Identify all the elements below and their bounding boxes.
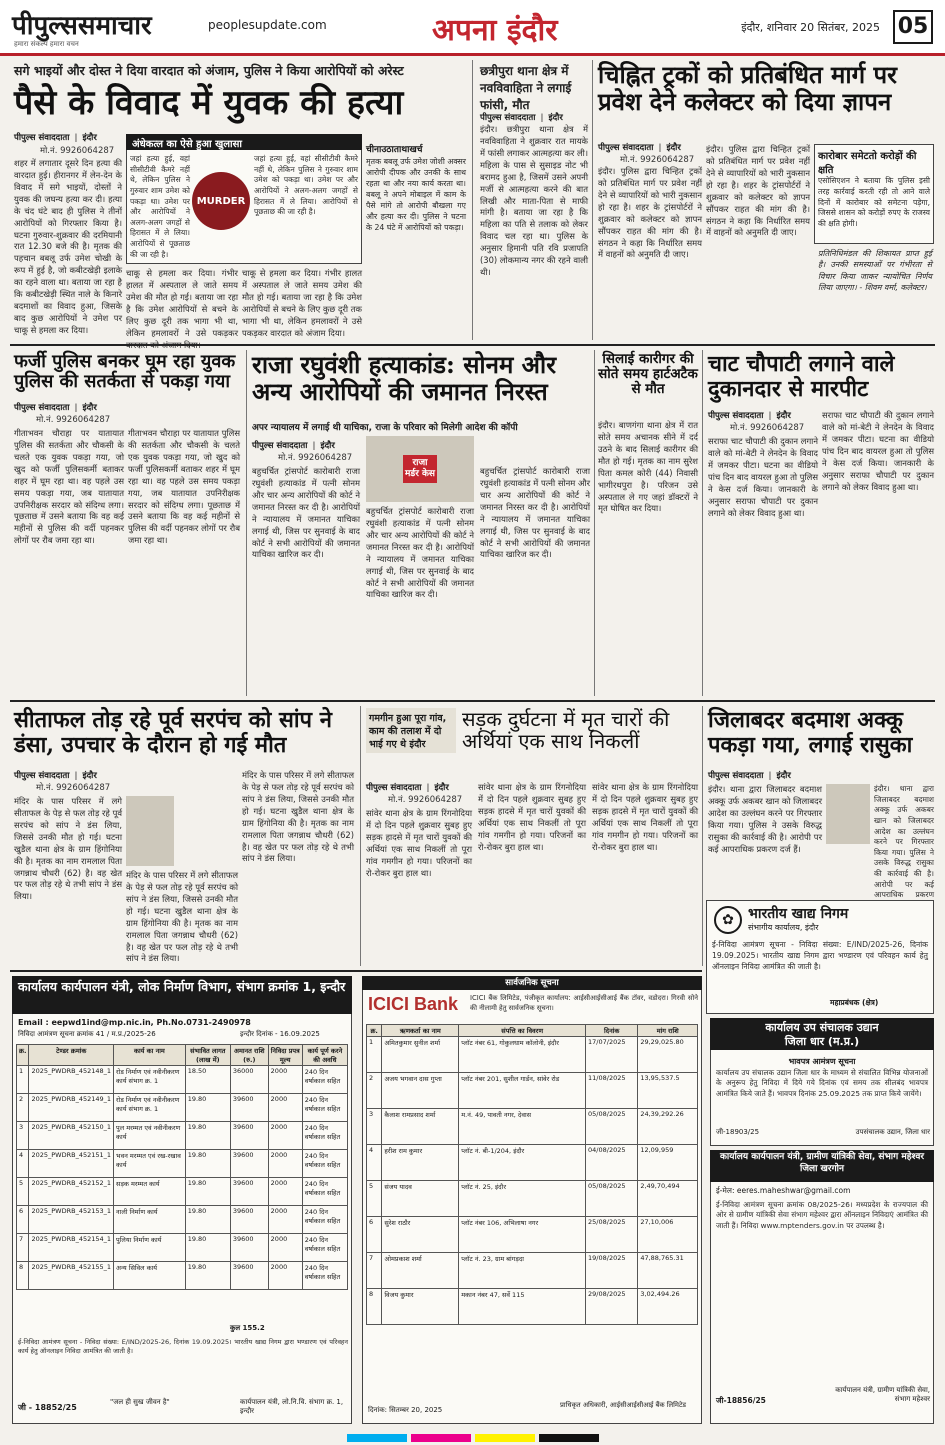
table-cell: सुरेश राठौर <box>382 1217 459 1253</box>
story9-body-col3: सांवेर थाना क्षेत्र के ग्राम रिंगनोदिया में दो दिन पहले शुक्रवार सुबह हुए सड़क हादसे में मृत चारों युवकों की अर्थियां एक साथ निकलीं तो पूरा गांव गमगीन हो गया। परिजनों का रो-रोकर बुरा हाल था। <box>592 782 698 852</box>
fci-logo-icon: ✿ <box>714 906 742 934</box>
table-cell: 6 <box>17 1206 29 1234</box>
icici-footer-right: प्राधिकृत अधिकारी, आईसीआईसीआई बैंक लिमिटेड <box>560 1401 687 1409</box>
table-header: क्र. <box>367 1025 382 1037</box>
udyan-notice-title: भावपत्र आमंत्रण सूचना <box>788 1057 856 1066</box>
table-cell: 4 <box>367 1145 382 1181</box>
story7-body-col1: सराफा चाट चौपाटी की दुकान लगाने वाले को मां-बेटी ने लेनदेन के विवाद में जमकर पीटा। घटना का वीडियो पांच दिन बाद वायरल हुआ तो पुलिस ने केस दर्ज किया। जानकारी के अनुसार सराफा चौपाटी पर दुकान लगाने को लेकर विवाद हुआ था। <box>708 436 818 518</box>
story8-byline: पीपुल्स संवाददाता ❘ इंदौर <box>14 771 97 781</box>
udyan-title: कार्यालय उप संचालक उद्यान <box>710 1018 934 1050</box>
story10-body-col1: इंदौर। थाना द्वारा जिलाबदर बदमाश अक्कू उर्फ अकबर खान को जिलाबदर आदेश का उल्लंघन करने पर गिरफ्तार किया गया। पुलिस ने उसके विरुद्ध रासुका की कार्रवाई की है। आरोपी पर कई आपराधिक प्रकरण दर्ज हैं। <box>708 784 822 854</box>
case-label: राजा मर्डर केस <box>403 455 437 483</box>
page-number: 05 <box>893 10 933 44</box>
table-row <box>367 1289 698 1325</box>
table-cell: 19.80 <box>185 1206 230 1234</box>
table-cell: 19.80 <box>185 1178 230 1206</box>
table-cell: पुल मरम्मत एवं नवीनीकरण कार्य <box>114 1122 186 1150</box>
table-cell: 25/08/2025 <box>586 1217 638 1253</box>
table-cell: 8 <box>367 1289 382 1325</box>
table-cell: रोड निर्माण एवं नवीनीकरण कार्य संभाग क्र. 1 <box>114 1066 186 1094</box>
story10-body-col2: इंदौर। थाना द्वारा जिलाबदर बदमाश अक्कू उर्फ अकबर खान को जिलाबदर आदेश का उल्लंघन करने पर गिरफ्तार किया गया। पुलिस ने उसके विरुद्ध रासुका की कार्रवाई की है। आरोपी पर कई आपराधिक प्रकरण <box>874 784 934 900</box>
table-cell: 2025_PWDRB_452154_1 <box>29 1234 114 1262</box>
table-cell: 39600 <box>230 1262 268 1290</box>
story1-mobile: मो.नं. 9926064287 <box>40 146 115 156</box>
icici-footer-left: दिनांक: सितम्बर 20, 2025 <box>368 1406 443 1414</box>
column-divider <box>472 60 473 340</box>
udyan-body: कार्यालय उप संचालक उद्यान जिला धार के माध्यम से संचालित विभिन्न योजनाओं के अनुरूप हेतु निविदा में दिये गये दिनांक एवं समय तक सीलबंद भावपत्र आमंत्रित किये जाते हैं। भावपत्र दिनांक 25.09.2025 तक प्राप्त किये जायेंगे। <box>716 1068 928 1098</box>
magenta-swatch <box>411 1434 471 1442</box>
story1-col4: चाकू से हमला कर दिया। गंभीर हालत में अस्पताल ले जाते समय उमेश की मौत हो गई। बताया जा रहा है कि उमेश आरोपियों से बचने के लिए कुछ दूरी तक भागा भी था, लेकिन हमलावरों ने उसे पकड़कर वारदात को अंजाम दिया। <box>242 268 362 338</box>
table-row <box>17 1234 348 1262</box>
fci-subtitle: संभागीय कार्यालय, इंदौर <box>748 923 819 932</box>
table-cell: संजय यादव <box>382 1181 459 1217</box>
table-header: निविदा प्रपत्र मूल्य <box>268 1045 302 1066</box>
column-divider <box>360 706 361 966</box>
table-cell: 19.80 <box>185 1262 230 1290</box>
table-cell: 1 <box>17 1066 29 1094</box>
story3-mobile: मो.नं. 9926064287 <box>620 155 695 165</box>
table-cell: 3 <box>367 1109 382 1145</box>
story1-byline: पीपुल्स संवाददाता ❘ इंदौर <box>14 133 97 143</box>
story3-body-col1: इंदौर। पुलिस द्वारा चिन्हित ट्रकों को प्रतिबंधित मार्ग पर प्रवेश नहीं देने से व्यापारियों को भारी नुकसान हो रहा है। शहर के ट्रांसपोर्टरों ने शुक्रवार को कलेक्टर को ज्ञापन सौंपकर राहत की मांग की है। संगठन ने कहा कि निर्धारित समय में वाहनों को अनुमति दी जाए। <box>598 166 702 260</box>
accused-photo <box>826 784 870 844</box>
table-cell: 2025_PWDRB_452153_1 <box>29 1206 114 1234</box>
column-divider <box>246 350 247 696</box>
story3-body-col2: इंदौर। पुलिस द्वारा चिन्हित ट्रकों को प्रतिबंधित मार्ग पर प्रवेश नहीं देने से व्यापारियों को भारी नुकसान हो रहा है। शहर के ट्रांसपोर्टरों ने शुक्रवार को कलेक्टर को ज्ञापन सौंपकर राहत की मांग की है। संगठन ने कहा कि निर्धारित समय में वाहनों को अनुमति दी जाए। <box>706 144 810 238</box>
table-cell: 05/08/2025 <box>586 1181 638 1217</box>
story3-side-title: कारोबार समेटतो करोड़ों की क्षति <box>818 151 917 176</box>
story3-headline: चिह्नित ट्रकों को प्रतिबंधित मार्ग पर प्रवेश देने कलेक्टर को दिया ज्ञापन <box>598 60 897 116</box>
table-cell: 2025_PWDRB_452151_1 <box>29 1150 114 1178</box>
udyan-subtitle: जिला धार (म.प्र.) <box>784 1035 860 1048</box>
section-rule <box>10 970 702 972</box>
story5-body-col1: बहुचर्चित ट्रांसपोर्ट कारोबारी राजा रघुवंशी हत्याकांड में पत्नी सोनम और चार अन्य आरोपियों की कोर्ट ने जमानत निरस्त कर दी है। आरोपियों ने न्यायालय में जमानत याचिका लगाई थी, जिस पर सुनवाई के बाद कोर्ट ने सभी आरोपियों की जमानत याचिका खारिज कर दी। <box>252 466 360 560</box>
table-row <box>17 1262 348 1290</box>
table-cell: 2000 <box>268 1178 302 1206</box>
table-row <box>367 1145 698 1181</box>
story5-kicker: अपर न्यायालय में लगाई थी याचिका, राजा के परिवार को मिलेगी आदेश की कॉपी <box>252 423 518 433</box>
accused-photo <box>366 436 474 502</box>
pwd-notes: ई-निविदा आमंत्रण सूचना - निविदा संख्या: E/IND/2025-26, दिनांक 19.09.2025। भारतीय खाद्य निगम द्वारा भण्डारण एवं परिवहन कार्य हेतु ऑनलाइन निविदा आमंत्रित की जाती है। <box>18 1338 348 1356</box>
table-cell: 3 <box>17 1122 29 1150</box>
pwd-footer-mid: "जल ही सुख जीवन है" <box>110 1398 170 1406</box>
rural-body: ई-निविदा आमंत्रण सूचना क्रमांक 08/2025-26। मध्यप्रदेश के राज्यपाल की ओर से ग्रामीण यांत्रिकी सेवा संभाग महेश्वर द्वारा ऑनलाइन निविदाएं आमंत्रित की जाती हैं। निविदा www.mptenders.gov.in पर उपलब्ध है। <box>716 1200 928 1230</box>
logo-tagline: हमारा संकल्प हमारा वचन <box>14 40 79 48</box>
story7-body-col2: सराफा चाट चौपाटी की दुकान लगाने वाले को मां-बेटी ने लेनदेन के विवाद में जमकर पीटा। घटना का वीडियो पांच दिन बाद वायरल हुआ तो पुलिस ने केस दर्ज किया। जानकारी के अनुसार सराफा चौपाटी पर दुकान लगाने को लेकर विवाद हुआ था। <box>822 410 934 492</box>
table-cell: प्लॉट नंबर 106, अभिलाषा नगर <box>459 1217 586 1253</box>
story10-byline: पीपुल्स संवाददाता ❘ इंदौर <box>708 771 791 781</box>
story4-headline: फर्जी पुलिस बनकर घूम रहा युवक पुलिस की सतर्कता से पकड़ा गया <box>14 351 236 393</box>
story2-headline: छत्रीपुरा थाना क्षेत्र में नवविवाहिता ने लगाई फांसी, मौत <box>480 64 572 112</box>
story9-kicker: गमगीन हुआ पूरा गांव, काम की तलाश में दो भाई गए थे इंदौर <box>366 708 456 753</box>
black-swatch <box>539 1434 599 1442</box>
section-title: अपना इंदौर <box>432 13 558 48</box>
table-cell: 39600 <box>230 1150 268 1178</box>
rural-title: कार्यालय कार्यपालन यंत्री, ग्रामीण यांत्रिकी सेवा, संभाग महेश्वर जिला खरगोन <box>710 1150 934 1182</box>
table-cell: नाली निर्माण कार्य <box>114 1206 186 1234</box>
story1-col3: चाकू से हमला कर दिया। गंभीर हालत में अस्पताल ले जाते समय उमेश की मौत हो गई। बताया जा रहा है कि उमेश आरोपियों से बचने के लिए कुछ दूरी तक भागा भी था, लेकिन हमलावरों ने उसे पकड़कर <box>126 268 238 338</box>
story5-byline: पीपुल्स संवाददाता ❘ इंदौर <box>252 441 335 451</box>
table-cell: 2000 <box>268 1150 302 1178</box>
table-cell: 2000 <box>268 1234 302 1262</box>
pwd-title: कार्यालय कार्यपालन यंत्री, लोक निर्माण विभाग, संभाग क्रमांक 1, इन्दौर <box>12 976 352 1014</box>
table-row <box>17 1122 348 1150</box>
table-header: कार्य का नाम <box>114 1045 186 1066</box>
table-cell: कैलाश रामप्रसाद शर्मा <box>382 1109 459 1145</box>
pwd-email: Email : eepwd1ind@mp.nic.in, Ph.No.0731-2490978 <box>18 1018 251 1027</box>
story9-body-col2: सांवेर थाना क्षेत्र के ग्राम रिंगनोदिया में दो दिन पहले शुक्रवार सुबह हुए सड़क हादसे में मृत चारों युवकों की अर्थियां एक साथ निकलीं तो पूरा गांव गमगीन हो गया। परिजनों का रो-रोकर बुरा हाल था। <box>478 782 586 852</box>
story7-mobile: मो.नं. 9926064287 <box>730 423 805 433</box>
dateline: इंदौर, शनिवार 20 सितंबर, 2025 <box>741 21 880 34</box>
fci-sign: महाप्रबंधक (क्षेत्र) <box>830 998 879 1007</box>
story4-body-col2: गीताभवन चौराहा पर यातायात पुलिस की सतर्कता और चौकसी के चलते एक युवक पकड़ा गया, जो खुद को फर्जी पुलिसकर्मी बताकर शहर में घूम रहा था। वह पहले उस समय पकड़ा गया, जब यातायात उपनिरीक्षक सरदार को संदिग्ध लगा। पूछताछ में उसने बताया कि वह कई महीनों से पुलिस की वर्दी पहनकर लोगों पर रौब जमा रहा था। <box>128 428 240 546</box>
table-cell: 36000 <box>230 1066 268 1094</box>
story6-headline: सिलाई कारीगर की सोते समय हार्टअटैक से मौत <box>598 351 698 398</box>
pwd-table <box>16 1044 348 1290</box>
table-row <box>367 1037 698 1073</box>
table-cell: 39600 <box>230 1122 268 1150</box>
table-cell: 19/08/2025 <box>586 1253 638 1289</box>
table-cell: 8 <box>17 1262 29 1290</box>
table-header: टेण्डर क्रमांक <box>29 1045 114 1066</box>
story2-body: इंदौर। छत्रीपुरा थाना क्षेत्र में नवविवाहिता ने शुक्रवार रात मायके में फांसी लगाकर आत्महत्या कर ली। महिला के पास से सुसाइड नोट भी बरामद हुआ है, जिसमें उसने अपनी मर्जी से आत्महत्या करने की बात लिखी और माता-पिता से माफी मांगी है। बताया जा रहा है कि महिला का पति से तलाक को लेकर विवाद चल रहा था। पुलिस के अनुसार हिमानी पति रवि प्रजापति (30) लोकमान्य नगर की रहने वाली थी। <box>480 124 588 278</box>
table-header: मांग राशि <box>638 1025 698 1037</box>
section-rule <box>10 344 935 346</box>
table-cell: 12,09,959 <box>638 1145 698 1181</box>
table-cell: भवन मरम्मत एवं रख-रखाव कार्य <box>114 1150 186 1178</box>
table-row <box>367 1073 698 1109</box>
story9-body-col1: सांवेर थाना क्षेत्र के ग्राम रिंगनोदिया में दो दिन पहले शुक्रवार सुबह हुए सड़क हादसे में मृत चारों युवकों की अर्थियां एक साथ निकलीं तो पूरा गांव गमगीन हो गया। परिजनों का रो-रोकर बुरा हाल था। <box>366 808 472 878</box>
table-cell: 2025_PWDRB_452152_1 <box>29 1178 114 1206</box>
table-cell: रोड निर्माण एवं नवीनीकरण कार्य संभाग क्र. 1 <box>114 1094 186 1122</box>
table-cell: अमितकुमार सुनील शर्मा <box>382 1037 459 1073</box>
story4-mobile: मो.नं. 9926064287 <box>36 415 111 425</box>
table-cell: 11/08/2025 <box>586 1073 638 1109</box>
table-row <box>367 1217 698 1253</box>
table-cell: ओमप्रकाश शर्मा <box>382 1253 459 1289</box>
table-cell: 39600 <box>230 1178 268 1206</box>
icici-title: सार्वजनिक सूचना <box>362 976 702 990</box>
table-cell: 2000 <box>268 1066 302 1094</box>
table-cell: 240 दिन वर्षाकाल सहित <box>302 1262 347 1290</box>
table-cell: 27,10,006 <box>638 1217 698 1253</box>
table-cell: सड़क मरम्मत कार्य <box>114 1178 186 1206</box>
table-cell: 19.80 <box>185 1122 230 1150</box>
table-cell: 2000 <box>268 1206 302 1234</box>
table-cell: 240 दिन वर्षाकाल सहित <box>302 1234 347 1262</box>
pwd-footer-left: जी - 18852/25 <box>18 1403 77 1412</box>
section-rule <box>10 700 935 702</box>
table-cell: प्लॉट नंबर 201, सुशील गार्डन, सांवेर रोड <box>459 1073 586 1109</box>
story4-byline: पीपुल्स संवाददाता ❘ इंदौर <box>14 403 97 413</box>
story1-col-heading: चीनाउठाताथाखर्च <box>366 145 423 155</box>
table-cell: 240 दिन वर्षाकाल सहित <box>302 1150 347 1178</box>
icici-logo: ICICI Bank <box>368 994 459 1014</box>
table-cell: 2000 <box>268 1094 302 1122</box>
table-cell: 2025_PWDRB_452149_1 <box>29 1094 114 1122</box>
table-cell: 5 <box>367 1181 382 1217</box>
table-cell: 39600 <box>230 1094 268 1122</box>
table-cell: 7 <box>17 1234 29 1262</box>
table-header: दिनांक <box>586 1025 638 1037</box>
table-row <box>367 1181 698 1217</box>
table-cell: मकान नंबर 47, सर्वे 115 <box>459 1289 586 1325</box>
table-cell: 240 दिन वर्षाकाल सहित <box>302 1178 347 1206</box>
table-row <box>17 1150 348 1178</box>
table-row <box>17 1094 348 1122</box>
story3-quote: प्रतिनिधिमंडल की शिकायत प्राप्त हुई है। उनकी समस्याओं पर गंभीरता से विचार किया जाकर न्यायोचित निर्णय लिया जाएगा। - शिवम वर्मा, कलेक्टर। <box>818 249 932 293</box>
table-cell: 47,88,765.31 <box>638 1253 698 1289</box>
table-cell: प्लॉट नंबर 61, गोकुलधाम कॉलोनी, इंदौर <box>459 1037 586 1073</box>
table-row <box>367 1109 698 1145</box>
murder-graphic: MURDER <box>192 172 250 230</box>
icici-intro: ICICI बैंक लिमिटेड, पंजीकृत कार्यालय: आईसीआईसीआई बैंक टॉवर, वडोदरा। गिरवी सोने की नीलामी हेतु सार्वजनिक सूचना। <box>470 994 698 1012</box>
story3-side-body: एसोसिएशन ने बताया कि पुलिस इसी तरह कार्रवाई करती रही तो आने वाले दिनों में कारोबार को समेटना पड़ेगा, जिससे शासन को करोड़ों रुपए के राजस्व की क्षति होगी। <box>818 176 930 229</box>
table-cell: 19.80 <box>185 1234 230 1262</box>
table-cell: 2025_PWDRB_452150_1 <box>29 1122 114 1150</box>
udyan-ref: जी-18903/25 <box>716 1128 760 1136</box>
table-cell: हरीश राम कुमार <box>382 1145 459 1181</box>
table-cell: प्लॉट नं. बी-1/204, इंदौर <box>459 1145 586 1181</box>
table-header: क्र. <box>17 1045 29 1066</box>
victim-photo <box>126 796 174 866</box>
website-link[interactable]: peoplesupdate.com <box>208 18 327 32</box>
story1-body: शहर में लगातार दूसरे दिन हत्या की वारदात हुई। हीरानगर में लेन-देन के विवाद में सगे भाइयों, दोस्तों ने युवक की जघन्य हत्या कर दी। हत्या के चंद घंटे बाद ही पुलिस ने तीनों आरोपियों को गिरफ्तार किया है। घटना गुरुवार-शुक्रवार की दरमियानी रात 12.30 बजे की है। मृतक की पहचान बबलू उर्फ उमेश चोखी के रूप में हुई है, जो कबीटखेड़ी इलाके का रहने वाला था। बताया जा रहा है कि कबीटखेड़ी स्थित नाले के किनारे बदमाशों का विवाद हुआ, जिसके बाद कुछ आरोपियों ने उमेश पर चाकू से हमला कर दिया। <box>14 158 122 335</box>
column-divider <box>592 60 593 340</box>
table-cell: 39600 <box>230 1206 268 1234</box>
pwd-footer-right: कार्यपालन यंत्री, लो.नि.वि. संभाग क्र. 1, इन्दौर <box>240 1398 344 1415</box>
table-cell: 3,02,494.26 <box>638 1289 698 1325</box>
table-cell: 2,49,70,494 <box>638 1181 698 1217</box>
table-cell: 13,95,537.5 <box>638 1073 698 1109</box>
table-cell: म.नं. 49, पावती नगर, देवास <box>459 1109 586 1145</box>
table-cell: 2000 <box>268 1122 302 1150</box>
story9-headline: सड़क दुर्घटना में मृत चारों की अर्थियां एक साथ निकलीं <box>462 707 670 754</box>
table-cell: 240 दिन वर्षाकाल सहित <box>302 1122 347 1150</box>
story8-mobile: मो.नं. 9926064287 <box>36 783 111 793</box>
table-header: संभावित लागत (लाख में) <box>185 1045 230 1066</box>
story1-box-title: अंधेकत्ल का ऐसे हुआ खुलासा <box>126 134 362 150</box>
story6-body: इंदौर। बाणगंगा थाना क्षेत्र में रात सोते समय अचानक सीने में दर्द उठने के बाद सिलाई कारीगर की मौत हो गई। मृतक का नाम सुरेश पिता कमल कोरी (44) निवासी भागीरथपुरा है। परिजन उसे अस्पताल ले गए जहां डॉक्टरों ने मृत घोषित कर दिया। <box>598 420 698 514</box>
table-cell: 39600 <box>230 1234 268 1262</box>
story7-headline: चाट चौपाटी लगाने वाले दुकानदार से मारपीट <box>708 351 895 402</box>
rural-email: ई-मेल: eeres.maheshwar@gmail.com <box>716 1186 851 1195</box>
table-cell: 18.50 <box>185 1066 230 1094</box>
table-cell: 2000 <box>268 1262 302 1290</box>
table-cell: विजय कुमार <box>382 1289 459 1325</box>
column-divider <box>594 350 595 696</box>
story1-col-body: मृतक बबलू उर्फ उमेश जोशी अक्सर आरोपी दीपक और उनकी के साथ रहता था और नया कार्य करता था। बबलू ने अपने मोबाइल में काम के पैसे मांगे तो आरोपी बौखला गए और हत्या कर दी। पुलिस ने घटना के 24 घंटे में आरोपियों को पकड़ा। <box>366 157 466 233</box>
story5-body-col2: बहुचर्चित ट्रांसपोर्ट कारोबारी राजा रघुवंशी हत्याकांड में पत्नी सोनम और चार अन्य आरोपियों की कोर्ट ने जमानत निरस्त कर दी है। आरोपियों ने न्यायालय में जमानत याचिका लगाई थी, जिस पर सुनवाई के बाद कोर्ट ने सभी आरोपियों की जमानत याचिका खारिज कर दी। <box>366 506 474 600</box>
pwd-ref: निविदा आमंत्रण सूचना क्रमांक 41 / म.प्र./2025-26 <box>18 1030 156 1038</box>
table-cell: 5 <box>17 1178 29 1206</box>
table-cell: 19.80 <box>185 1150 230 1178</box>
story1-kicker: सगे भाइयों और दोस्त ने दिया वारदात को अंजाम, पुलिस ने किया आरोपियों को अरेस्ट <box>14 63 404 78</box>
table-row <box>17 1066 348 1094</box>
table-header: कार्य पूर्ण करने की अवधि <box>302 1045 347 1066</box>
table-header: ऋणकर्ता का नाम <box>382 1025 459 1037</box>
table-header: संपत्ति का विवरण <box>459 1025 586 1037</box>
table-cell: 19.80 <box>185 1094 230 1122</box>
story2-byline: पीपुल्स संवाददाता ❘ इंदौर <box>480 113 563 123</box>
story1-box-body-right: जहां हत्या हुई, वहां सीसीटीवी कैमरे नहीं थे, लेकिन पुलिस ने गुरुवार शाम उमेश को पकड़ा था। उमेश पर और आरोपियों ने अलग-अलग जगहों से हिरासत में ले लिया। आरोपियों से पूछताछ की जा रही है। <box>254 154 358 217</box>
table-cell: 1 <box>367 1037 382 1073</box>
table-cell: प्लॉट नं. 23, ग्राम बांगड़दा <box>459 1253 586 1289</box>
table-cell: 6 <box>367 1217 382 1253</box>
table-row <box>17 1178 348 1206</box>
newspaper-logo: पीपुल्ससमाचार <box>12 11 152 41</box>
story7-byline: पीपुल्स संवाददाता ❘ इंदौर <box>708 411 791 421</box>
story5-body-col3: बहुचर्चित ट्रांसपोर्ट कारोबारी राजा रघुवंशी हत्याकांड में पत्नी सोनम और चार अन्य आरोपियों की कोर्ट ने जमानत निरस्त कर दी है। आरोपियों ने न्यायालय में जमानत याचिका लगाई थी, जिस पर सुनवाई के बाद कोर्ट ने सभी आरोपियों की जमानत याचिका खारिज कर दी। <box>480 466 590 560</box>
story1-headline: पैसे के विवाद में युवक की हत्या <box>14 83 404 123</box>
story8-body-col2: मंदिर के पास परिसर में लगे सीताफल के पेड़ से फल तोड़ रहे पूर्व सरपंच को सांप ने डंस लिया, जिससे उनकी मौत हो गई। घटना खुडैल थाना क्षेत्र के ग्राम हिंगोनिया की है। मृतक का नाम रामलाल पिता जगन्नाथ चौधरी (62) है। वह खेत पर फल तोड़ रहे थे तभी सांप ने डंस लिया। <box>126 870 238 964</box>
table-cell: 7 <box>367 1253 382 1289</box>
fci-title: भारतीय खाद्य निगम <box>748 906 849 922</box>
pwd-date: इन्दौर दिनांक - 16.09.2025 <box>240 1030 320 1038</box>
table-cell: 2 <box>367 1073 382 1109</box>
story1-box-body-left: जहां हत्या हुई, वहां सीसीटीवी कैमरे नहीं थे, लेकिन पुलिस ने गुरुवार शाम उमेश को पकड़ा था। उमेश पर और आरोपियों ने अलग-अलग जगहों से हिरासत में ले लिया। आरोपियों से पूछताछ की जा रही है। <box>130 154 190 259</box>
table-cell: 24,39,292.26 <box>638 1109 698 1145</box>
table-cell: 17/07/2025 <box>586 1037 638 1073</box>
table-cell: अजय भगवान दास गुप्ता <box>382 1073 459 1109</box>
story8-headline: सीताफल तोड़ रहे पूर्व सरपंच को सांप ने डंसा, उपचार के दौरान हो गई मौत <box>14 707 332 758</box>
table-cell: 29/08/2025 <box>586 1289 638 1325</box>
column-divider <box>702 350 703 696</box>
table-cell: 29,29,025.80 <box>638 1037 698 1073</box>
story5-mobile: मो.नं. 9926064287 <box>278 453 353 463</box>
story3-byline: पीपुल्स संवाददाता ❘ इंदौर <box>598 143 681 153</box>
table-cell: 240 दिन वर्षाकाल सहित <box>302 1206 347 1234</box>
udyan-sign: उपसंचालक उद्यान, जिला धार <box>855 1128 930 1136</box>
cyan-swatch <box>347 1434 407 1442</box>
column-divider <box>702 706 703 966</box>
table-cell: 2025_PWDRB_452155_1 <box>29 1262 114 1290</box>
table-cell: 240 दिन वर्षाकाल सहित <box>302 1066 347 1094</box>
icici-table <box>366 1024 698 1325</box>
table-row <box>367 1253 698 1289</box>
table-cell: 2 <box>17 1094 29 1122</box>
table-cell: 240 दिन वर्षाकाल सहित <box>302 1094 347 1122</box>
yellow-swatch <box>475 1434 535 1442</box>
table-cell: 2025_PWDRB_452148_1 <box>29 1066 114 1094</box>
fci-body: ई-निविदा आमंत्रण सूचना - निविदा संख्या: E/IND/2025-26, दिनांक 19.09.2025। भारतीय खाद्य निगम द्वारा भण्डारण एवं परिवहन कार्य हेतु ऑनलाइन निविदा आमंत्रित की जाती है। <box>712 940 928 971</box>
table-cell: अन्य सिविल कार्य <box>114 1262 186 1290</box>
table-row <box>17 1206 348 1234</box>
table-cell: 4 <box>17 1150 29 1178</box>
story10-headline: जिलाबदर बदमाश अक्कू पकड़ा गया, लगाई रासुका <box>708 707 913 758</box>
rural-sign: कार्यपालन यंत्री, ग्रामीण यांत्रिकी सेवा, संभाग महेश्वर <box>835 1386 930 1403</box>
table-header: अमानत राशि (रु.) <box>230 1045 268 1066</box>
print-color-bar <box>0 1430 945 1445</box>
table-cell: 04/08/2025 <box>586 1145 638 1181</box>
story8-body-col1: मंदिर के पास परिसर में लगे सीताफल के पेड़ से फल तोड़ रहे पूर्व सरपंच को सांप ने डंस लिया, जिससे उनकी मौत हो गई। घटना खुडैल थाना क्षेत्र के ग्राम हिंगोनिया की है। मृतक का नाम रामलाल पिता जगन्नाथ चौधरी (62) है। वह खेत पर फल तोड़ रहे थे तभी सांप ने डंस लिया। <box>14 796 122 902</box>
story5-headline: राजा रघुवंशी हत्याकांड: सोनम और अन्य आरोपियों की जमानत निरस्त <box>252 350 557 406</box>
table-cell: प्लॉट नं. 25, इंदौर <box>459 1181 586 1217</box>
story9-byline: पीपुल्स संवाददाता ❘ इंदौर <box>366 783 449 793</box>
table-cell: पुलिया निर्माण कार्य <box>114 1234 186 1262</box>
story4-body-col1: गीताभवन चौराहा पर यातायात पुलिस की सतर्कता और चौकसी के चलते एक युवक पकड़ा गया, जो खुद को फर्जी पुलिसकर्मी बताकर शहर में घूम रहा था। वह पहले उस समय पकड़ा गया, जब यातायात उपनिरीक्षक सरदार को संदिग्ध लगा। पूछताछ में उसने बताया कि वह कई महीनों से पुलिस की वर्दी पहनकर लोगों पर रौब जमा रहा था। <box>14 428 124 546</box>
rural-ref: जी-18856/25 <box>716 1396 766 1405</box>
story8-body-col3: मंदिर के पास परिसर में लगे सीताफल के पेड़ से फल तोड़ रहे पूर्व सरपंच को सांप ने डंस लिया, जिससे उनकी मौत हो गई। घटना खुडैल थाना क्षेत्र के ग्राम हिंगोनिया की है। मृतक का नाम रामलाल पिता जगन्नाथ चौधरी (62) है। वह खेत पर फल तोड़ रहे थे तभी सांप ने डंस लिया। <box>242 770 354 864</box>
story9-mobile: मो.नं. 9926064287 <box>388 795 463 805</box>
pwd-total: कुल 155.2 <box>230 1324 265 1332</box>
table-cell: 05/08/2025 <box>586 1109 638 1145</box>
